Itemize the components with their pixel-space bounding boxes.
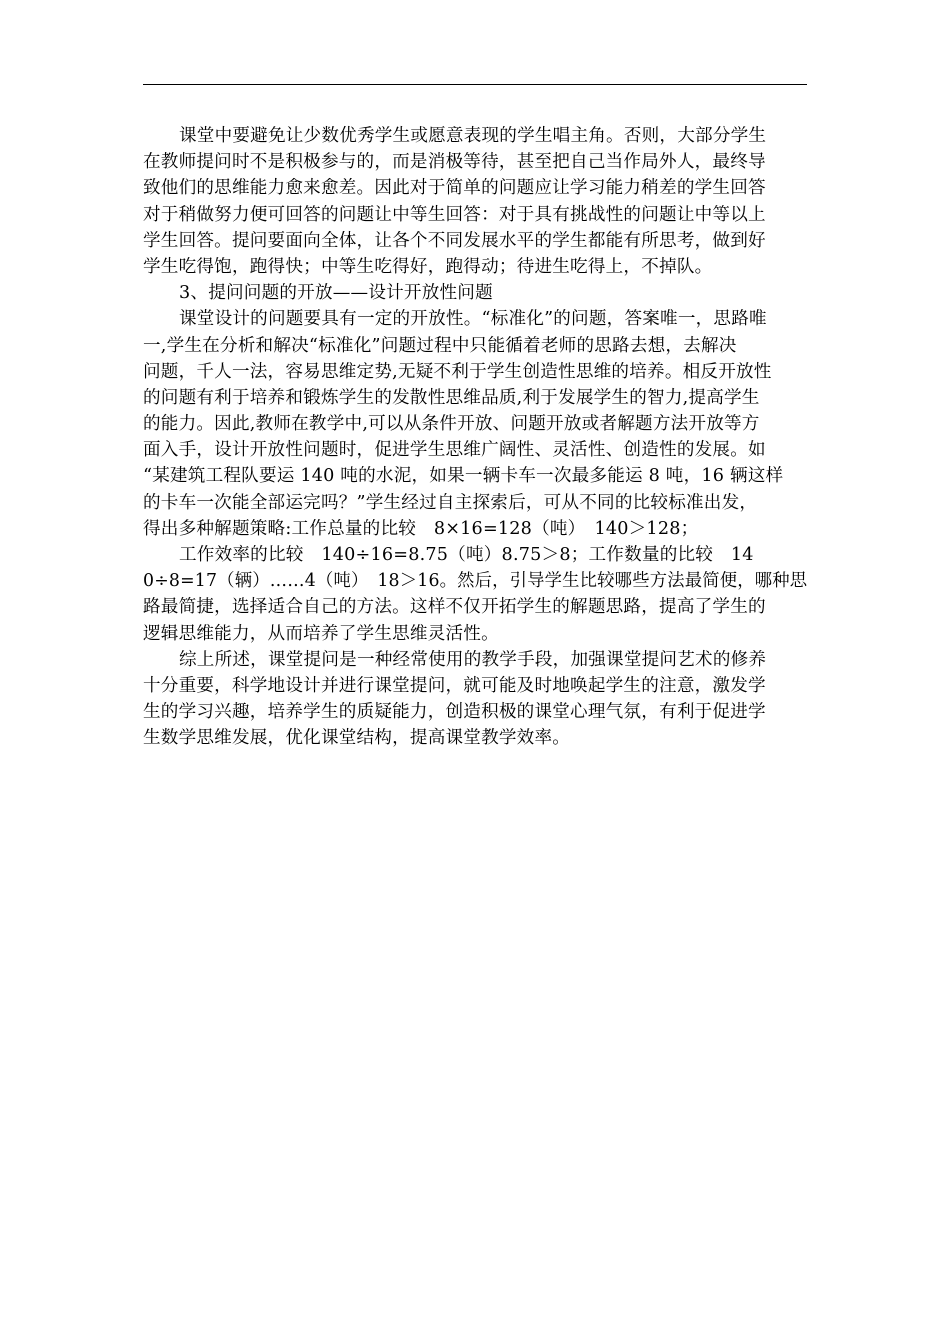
text-line: “某建筑工程队要运 140 吨的水泥，如果一辆卡车一次最多能运 8 吨，16 辆这样 [143,466,784,487]
text-line: 课堂中要避免让少数优秀学生或愿意表现的学生唱主角。否则，大部分学生 [179,126,767,146]
text-line: 问题，千人一法，容易思维定势,无疑不利于学生创造性思维的培养。相反开放性 [143,361,772,382]
text-line: 的问题有利于培养和锻炼学生的发散性思维品质,利于发展学生的智力,提高学生 [143,387,760,408]
text-line: 得出多种解题策略:工作总量的比较 8×16=128（吨） 140＞128； [143,518,699,539]
text-line: 面入手，设计开放性问题时，促进学生思维广阔性、灵活性、创造性的发展。如 [143,440,766,461]
text-line: 生的学习兴趣，培养学生的质疑能力，创造积极的课堂心理气氛，有利于促进学 [143,702,766,723]
text-line: 课堂设计的问题要具有一定的开放性。“标准化”的问题，答案唯一，思路唯 [179,309,767,330]
text-line: 十分重要，科学地设计并进行课堂提问，就可能及时地唤起学生的注意，激发学 [143,675,766,696]
text-line: 一,学生在分析和解决“标准化”问题过程中只能循着老师的思路去想，去解决 [143,335,737,356]
document-body [143,123,807,752]
text-line: 工作效率的比较 140÷16=8.75（吨）8.75＞8；工作数量的比较 14 [179,545,754,565]
header-rule [143,84,807,85]
text-line: 对于稍做努力便可回答的问题让中等生回答：对于具有挑战性的问题让中等以上 [143,204,766,225]
text-line: 在教师提问时不是积极参与的，而是消极等待，甚至把自己当作局外人，最终导 [143,152,766,173]
text-line: 的能力。因此,教师在教学中,可以从条件开放、问题开放或者解题方法开放等方 [143,414,760,435]
text-line: 学生回答。提问要面向全体，让各个不同发展水平的学生都能有所思考，做到好 [143,230,766,251]
text-line: 生数学思维发展，优化课堂结构，提高课堂教学效率。 [143,728,571,749]
text-line: 学生吃得饱，跑得快；中等生吃得好，跑得动；待进生吃得上，不掉队。 [143,256,713,277]
text-line: 致他们的思维能力愈来愈差。因此对于简单的问题应让学习能力稍差的学生回答 [143,178,766,199]
text-line: 的卡车一次能全部运完吗？”学生经过自主探索后，可从不同的比较标准出发， [143,492,758,513]
text-line: 逻辑思维能力，从而培养了学生思维灵活性。 [143,623,499,644]
text-line: 综上所述，课堂提问是一种经常使用的教学手段，加强课堂提问艺术的修养 [179,649,767,670]
text-line: 3、提问问题的开放——设计开放性问题 [179,283,493,304]
text-line: 0÷8=17（辆）……4（吨） 18＞16。然后，引导学生比较哪些方法最简便，哪种思 [143,571,808,592]
text-line: 路最简捷，选择适合自己的方法。这样不仅开拓学生的解题思路，提高了学生的 [143,597,766,618]
